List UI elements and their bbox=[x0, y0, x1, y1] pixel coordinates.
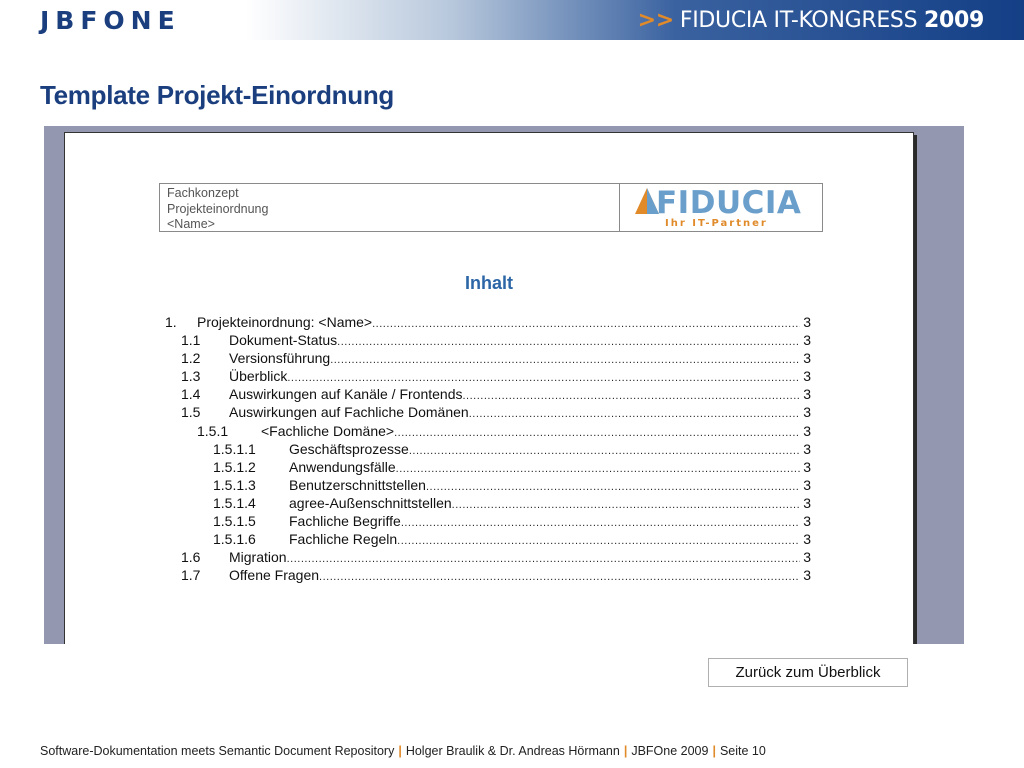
toc-entry-number: 1.1 bbox=[181, 332, 201, 349]
toc-entry-page: 3 bbox=[803, 494, 811, 511]
back-to-overview-button[interactable]: Zurück zum Überblick bbox=[708, 658, 908, 687]
toc-entry[interactable] bbox=[165, 531, 811, 549]
toc-entry-page: 3 bbox=[803, 332, 811, 349]
toc-entry-number: 1.7 bbox=[181, 567, 201, 584]
toc-entry-page: 3 bbox=[803, 422, 811, 439]
toc-entry-label: Versionsführung bbox=[229, 350, 331, 367]
toc-entry-label: Auswirkungen auf Fachliche Domänen bbox=[229, 404, 469, 421]
toc-entry-number: 1.5 bbox=[181, 404, 201, 421]
toc-title: Inhalt bbox=[465, 273, 513, 293]
toc-entry[interactable] bbox=[165, 386, 811, 404]
event-arrows: >> bbox=[637, 8, 674, 33]
toc-entry-number: 1.5.1.3 bbox=[213, 476, 256, 493]
toc-entry[interactable] bbox=[165, 567, 811, 585]
footer bbox=[40, 744, 766, 758]
toc-entry-label: Anwendungsfälle bbox=[289, 458, 396, 475]
toc-entry-page: 3 bbox=[803, 440, 811, 457]
doc-header-line: <Name> bbox=[167, 217, 215, 231]
toc-entry-page: 3 bbox=[803, 404, 811, 421]
toc-entry-page: 3 bbox=[803, 531, 811, 548]
toc-leader-dots bbox=[337, 336, 800, 348]
footer-separator: | bbox=[398, 744, 402, 758]
toc-entry-page: 3 bbox=[803, 368, 811, 385]
footer-separator: | bbox=[623, 744, 628, 758]
event-title bbox=[638, 8, 984, 33]
toc-entry-number: 1.5.1.1 bbox=[213, 440, 256, 457]
toc-entry-number: 1.6 bbox=[181, 549, 201, 566]
toc-entry-label: <Fachliche Domäne> bbox=[261, 422, 395, 439]
toc-entry-number: 1.2 bbox=[181, 350, 201, 367]
toc-leader-dots bbox=[462, 390, 800, 402]
toc-leader-dots bbox=[452, 499, 801, 511]
toc-entry-label: Überblick bbox=[229, 368, 288, 385]
toc-leader-dots bbox=[287, 372, 800, 384]
footer-presentation-title: Software-Dokumentation meets Semantic Document Repository bbox=[40, 744, 395, 758]
doc-header-line: Fachkonzept bbox=[167, 186, 239, 200]
footer-page-number: Seite 10 bbox=[719, 744, 766, 758]
footer-event: JBFOne 2009 bbox=[631, 744, 709, 758]
toc-entry[interactable] bbox=[165, 332, 811, 350]
toc-entry-number: 1.5.1.4 bbox=[213, 494, 256, 511]
toc-entry-page: 3 bbox=[803, 567, 811, 584]
toc-entry-number: 1. bbox=[165, 314, 177, 330]
toc-entry-label: Fachliche Regeln bbox=[289, 531, 398, 548]
toc-entry[interactable] bbox=[165, 477, 811, 495]
toc-entry-label: Benutzerschnittstellen bbox=[289, 476, 426, 493]
toc-entry-page: 3 bbox=[803, 476, 811, 493]
document-header-text bbox=[160, 184, 620, 231]
toc-entry[interactable] bbox=[165, 459, 811, 477]
toc-leader-dots bbox=[401, 517, 800, 529]
event-name: FIDUCIA IT-KONGRESS bbox=[679, 8, 918, 33]
toc-entry-number: 1.5.1.6 bbox=[213, 531, 256, 548]
toc-entry-label: Dokument-Status bbox=[229, 332, 338, 349]
toc-leader-dots bbox=[319, 571, 800, 583]
fiducia-wordmark: FIDUCIA bbox=[656, 185, 802, 221]
fiducia-logo bbox=[621, 184, 822, 231]
toc-entry-label: Projekteinordnung: <Name> bbox=[197, 314, 373, 330]
toc-entry-label: Migration bbox=[229, 549, 287, 566]
toc-entry-label: Auswirkungen auf Kanäle / Frontends bbox=[229, 386, 463, 403]
footer-separator: | bbox=[712, 744, 716, 758]
toc-entry[interactable] bbox=[165, 495, 811, 513]
toc-entry-page: 3 bbox=[803, 513, 811, 530]
toc-entry[interactable] bbox=[165, 350, 811, 368]
toc-entry-number: 1.3 bbox=[181, 368, 201, 385]
toc-leader-dots bbox=[287, 553, 801, 565]
toc-leader-dots bbox=[409, 445, 800, 457]
toc-entry-page: 3 bbox=[803, 549, 811, 566]
toc-entry[interactable] bbox=[165, 368, 811, 386]
toc-entry-page: 3 bbox=[803, 314, 811, 330]
toc-leader-dots bbox=[396, 463, 801, 475]
document-header-table bbox=[159, 183, 823, 232]
toc-entry[interactable] bbox=[165, 549, 811, 567]
toc-leader-dots bbox=[426, 481, 800, 493]
footer-authors: Holger Braulik & Dr. Andreas Hörmann bbox=[405, 744, 620, 758]
toc-entry[interactable] bbox=[165, 513, 811, 531]
toc-entry-number: 1.5.1.5 bbox=[213, 513, 256, 530]
document-viewer bbox=[44, 126, 964, 644]
event-year: 2009 bbox=[923, 8, 984, 33]
toc-entry[interactable] bbox=[165, 423, 811, 441]
toc-leader-dots bbox=[397, 535, 800, 547]
toc-entry-page: 3 bbox=[803, 350, 811, 367]
header-bar bbox=[0, 0, 1024, 40]
toc-entry-page: 3 bbox=[803, 458, 811, 475]
toc-leader-dots bbox=[469, 408, 801, 420]
toc-entry-label: agree-Außenschnittstellen bbox=[289, 494, 452, 511]
doc-header-line: Projekteinordnung bbox=[167, 201, 269, 216]
table-of-contents bbox=[165, 314, 811, 585]
document-page bbox=[64, 132, 914, 644]
toc-entry-page: 3 bbox=[803, 386, 811, 403]
toc-entry[interactable] bbox=[165, 314, 811, 332]
toc-entry-label: Fachliche Begriffe bbox=[289, 513, 401, 530]
toc-leader-dots bbox=[372, 318, 800, 330]
toc-entry-number: 1.4 bbox=[181, 386, 201, 403]
jbfone-logo: JBFONE bbox=[40, 6, 181, 35]
fiducia-tagline: Ihr IT-Partner bbox=[665, 218, 768, 229]
page-title: Template Projekt-Einordnung bbox=[40, 80, 394, 110]
toc-entry-label: Offene Fragen bbox=[229, 567, 320, 584]
toc-entry-number: 1.5.1.2 bbox=[213, 458, 256, 475]
toc-entry-number: 1.5.1 bbox=[197, 422, 229, 439]
toc-entry-label: Geschäftsprozesse bbox=[289, 440, 409, 457]
toc-entry[interactable] bbox=[165, 404, 811, 422]
toc-leader-dots bbox=[394, 427, 800, 439]
toc-leader-dots bbox=[330, 354, 800, 366]
toc-entry[interactable] bbox=[165, 441, 811, 459]
